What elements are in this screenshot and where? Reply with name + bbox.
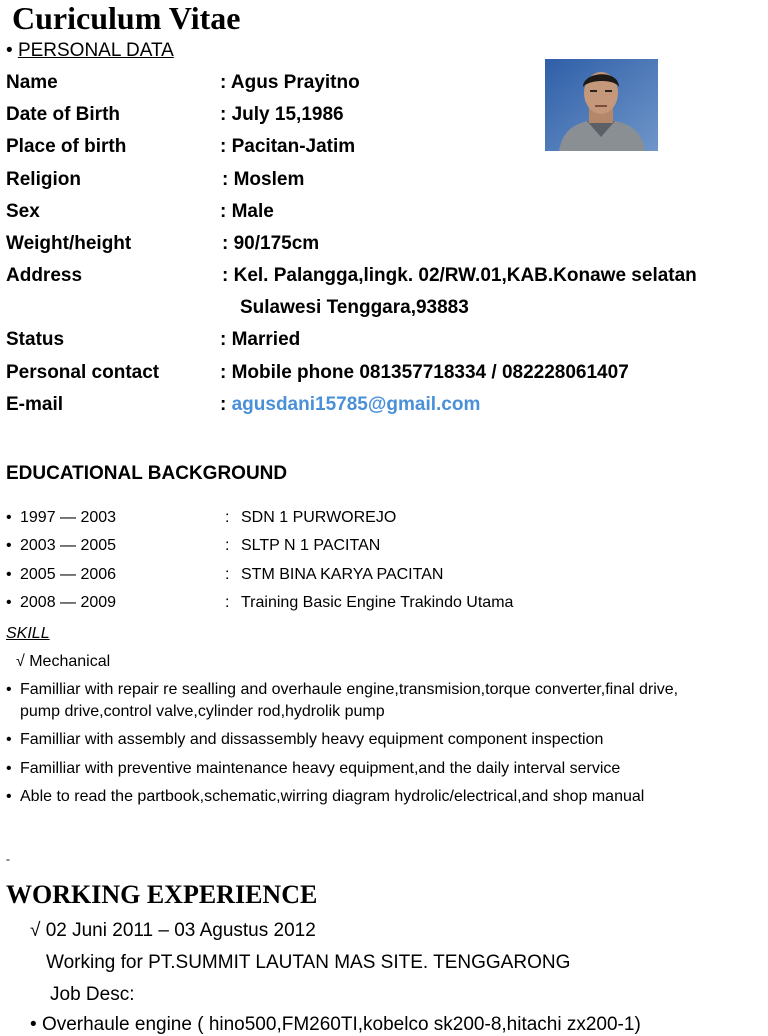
- value-contact: : Mobile phone 081357718334 / 082228061407: [220, 362, 629, 383]
- bullet: •: [6, 681, 12, 698]
- value-status: : Married: [220, 329, 301, 350]
- bullet: •: [6, 40, 13, 61]
- label-status: Status: [6, 329, 65, 350]
- personal-data-label: PERSONAL DATA: [17, 40, 174, 61]
- bullet: •: [6, 594, 12, 611]
- label-sex: Sex: [6, 201, 40, 222]
- edu-colon: :: [225, 566, 230, 583]
- value-address-line1: : Kel. Palangga,lingk. 02/RW.01,KAB.Konawe selatan: [222, 265, 697, 286]
- skill-item: Familliar with repair re sealling and overhaule engine,transmision,torque converter,final drive,: [20, 681, 679, 698]
- job-desc-item: [30, 1014, 641, 1036]
- bullet: •: [6, 788, 12, 805]
- value-religion: : Moslem: [222, 169, 305, 190]
- work-period: √ 02 Juni 2011 – 03 Agustus 2012: [30, 920, 316, 941]
- edu-years: 2008 — 2009: [20, 594, 117, 611]
- label-dob: Date of Birth: [6, 104, 120, 125]
- portrait-image: [545, 59, 658, 151]
- edu-school: SLTP N 1 PACITAN: [241, 537, 381, 554]
- email-link[interactable]: agusdani15785@gmail.com: [231, 394, 481, 415]
- bullet: •: [6, 731, 12, 748]
- personal-data-heading: [6, 40, 174, 62]
- value-email-wrap: [220, 394, 480, 416]
- work-heading: WORKING EXPERIENCE: [6, 880, 318, 909]
- skill-item: Familliar with preventive maintenance heavy equipment,and the daily interval service: [20, 760, 621, 777]
- profile-photo: [545, 59, 658, 151]
- work-employer: Working for PT.SUMMIT LAUTAN MAS SITE. TENGGARONG: [46, 952, 571, 973]
- label-email: E-mail: [6, 394, 64, 415]
- email-colon: :: [220, 394, 227, 415]
- value-weight-height: : 90/175cm: [222, 233, 320, 254]
- label-name: Name: [6, 72, 58, 93]
- edu-school: STM BINA KARYA PACITAN: [241, 566, 444, 583]
- page-title: Curiculum Vitae: [12, 0, 241, 36]
- skill-item: Able to read the partbook,schematic,wirring diagram hydrolic/electrical,and shop manual: [20, 788, 645, 805]
- edu-colon: :: [225, 509, 230, 526]
- label-address: Address: [6, 265, 83, 286]
- bullet: •: [6, 509, 12, 526]
- skill-category: √ Mechanical: [16, 653, 111, 670]
- bullet: •: [30, 1014, 37, 1035]
- label-contact: Personal contact: [6, 362, 160, 383]
- education-heading: EDUCATIONAL BACKGROUND: [6, 463, 288, 484]
- job-desc-label: Job Desc:: [50, 984, 135, 1005]
- edu-colon: :: [225, 537, 230, 554]
- job-desc-text: Overhaule engine ( hino500,FM260TI,kobelco sk200-8,hitachi zx200-1): [41, 1014, 641, 1035]
- value-pob: : Pacitan-Jatim: [220, 136, 356, 157]
- bullet: •: [6, 537, 12, 554]
- value-dob: : July 15,1986: [220, 104, 344, 125]
- label-pob: Place of birth: [6, 136, 127, 157]
- label-religion: Religion: [6, 169, 81, 190]
- edu-school: Training Basic Engine Trakindo Utama: [241, 594, 514, 611]
- value-address-line2: Sulawesi Tenggara,93883: [240, 297, 469, 318]
- edu-years: 2003 — 2005: [20, 537, 117, 554]
- edu-years: 1997 — 2003: [20, 509, 117, 526]
- skill-item: Familliar with assembly and dissassembly heavy equipment component inspection: [20, 731, 604, 748]
- value-name: : Agus Prayitno: [220, 72, 360, 93]
- edu-years: 2005 — 2006: [20, 566, 117, 583]
- bullet: •: [6, 760, 12, 777]
- bullet: •: [6, 566, 12, 583]
- skill-heading: SKILL: [6, 625, 50, 642]
- edu-colon: :: [225, 594, 230, 611]
- stray-dash: -: [6, 852, 10, 866]
- edu-school: SDN 1 PURWOREJO: [241, 509, 397, 526]
- label-weight-height: Weight/height: [6, 233, 132, 254]
- value-sex: : Male: [220, 201, 274, 222]
- skill-item-cont: pump drive,control valve,cylinder rod,hydrolik pump: [20, 703, 385, 720]
